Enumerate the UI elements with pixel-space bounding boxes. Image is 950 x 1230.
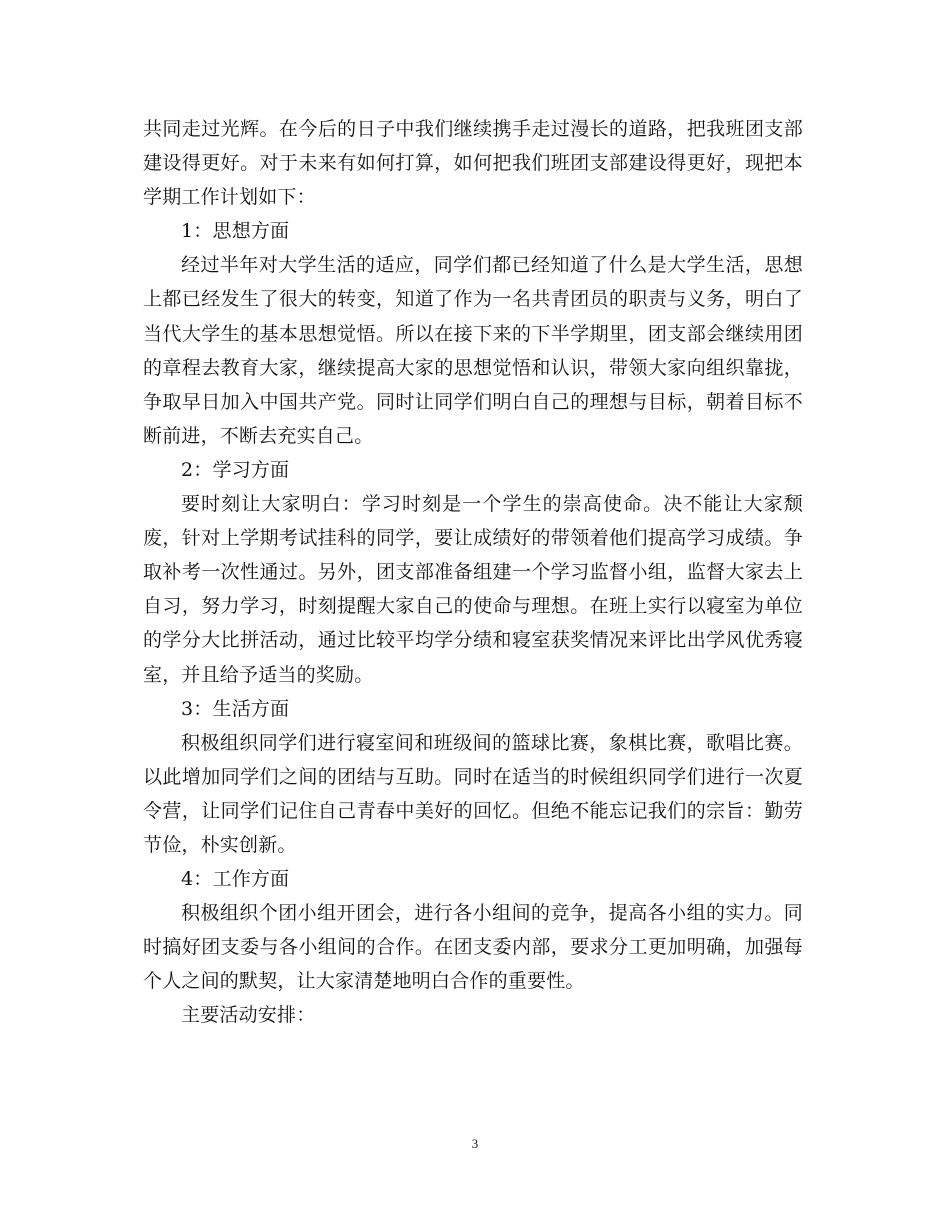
section-heading-study: 2：学习方面 <box>181 458 290 481</box>
section-heading-work: 4：工作方面 <box>181 868 290 891</box>
paragraph-thought: 经过半年对大学生活的适应，同学们都已经知道了什么是大学生活，思想上都已经发生了很大的转变，知道了作为一名共青团员的职责与义务，明白了当代大学生的基本思想觉悟。所以在接下来的下半学期里，团支部会继续用团的章程去教育大家，继续提高大家的思想觉悟和认识，带领大家向组织靠拢，争取早日加入中国共产党。同时让同学们明白自己的理想与目标，朝着目标不断前进，不断去充实自己。 <box>143 254 803 447</box>
paragraph-intro: 共同走过光辉。在今后的日子中我们继续携手走过漫长的道路，把我班团支部建设得更好。对于未来有如何打算，如何把我们班团支部建设得更好，现把本学期工作计划如下： <box>143 118 803 209</box>
document-body <box>143 112 803 1033</box>
section-heading-life: 3：生活方面 <box>181 697 290 720</box>
paragraph-life: 积极组织同学们进行寝室间和班级间的篮球比赛，象棋比赛，歌唱比赛。以此增加同学们之间的团结与互助。同时在适当的时候组织同学们进行一次夏令营，让同学们记住自己青春中美好的回忆。但绝不能忘记我们的宗旨：勤劳节俭，朴实创新。 <box>143 731 803 856</box>
paragraph-activities-heading: 主要活动安排： <box>181 1004 316 1027</box>
paragraph-study: 要时刻让大家明白：学习时刻是一个学生的崇高使命。决不能让大家颓废，针对上学期考试挂科的同学，要让成绩好的带领着他们提高学习成绩。争取补考一次性通过。另外，团支部准备组建一个学习监督小组，监督大家去上自习，努力学习，时刻提醒大家自己的使命与理想。在班上实行以寝室为单位的学分大比拼活动，通过比较平均学分绩和寝室获奖情况来评比出学风优秀寝室，并且给予适当的奖励。 <box>143 493 803 686</box>
paragraph-work: 积极组织个团小组开团会，进行各小组间的竞争，提高各小组的实力。同时搞好团支委与各小组间的合作。在团支委内部，要求分工更加明确，加强每个人之间的默契，让大家清楚地明白合作的重要性。 <box>143 902 803 993</box>
section-heading-thought: 1：思想方面 <box>181 220 290 243</box>
page-number: 3 <box>471 1136 479 1151</box>
